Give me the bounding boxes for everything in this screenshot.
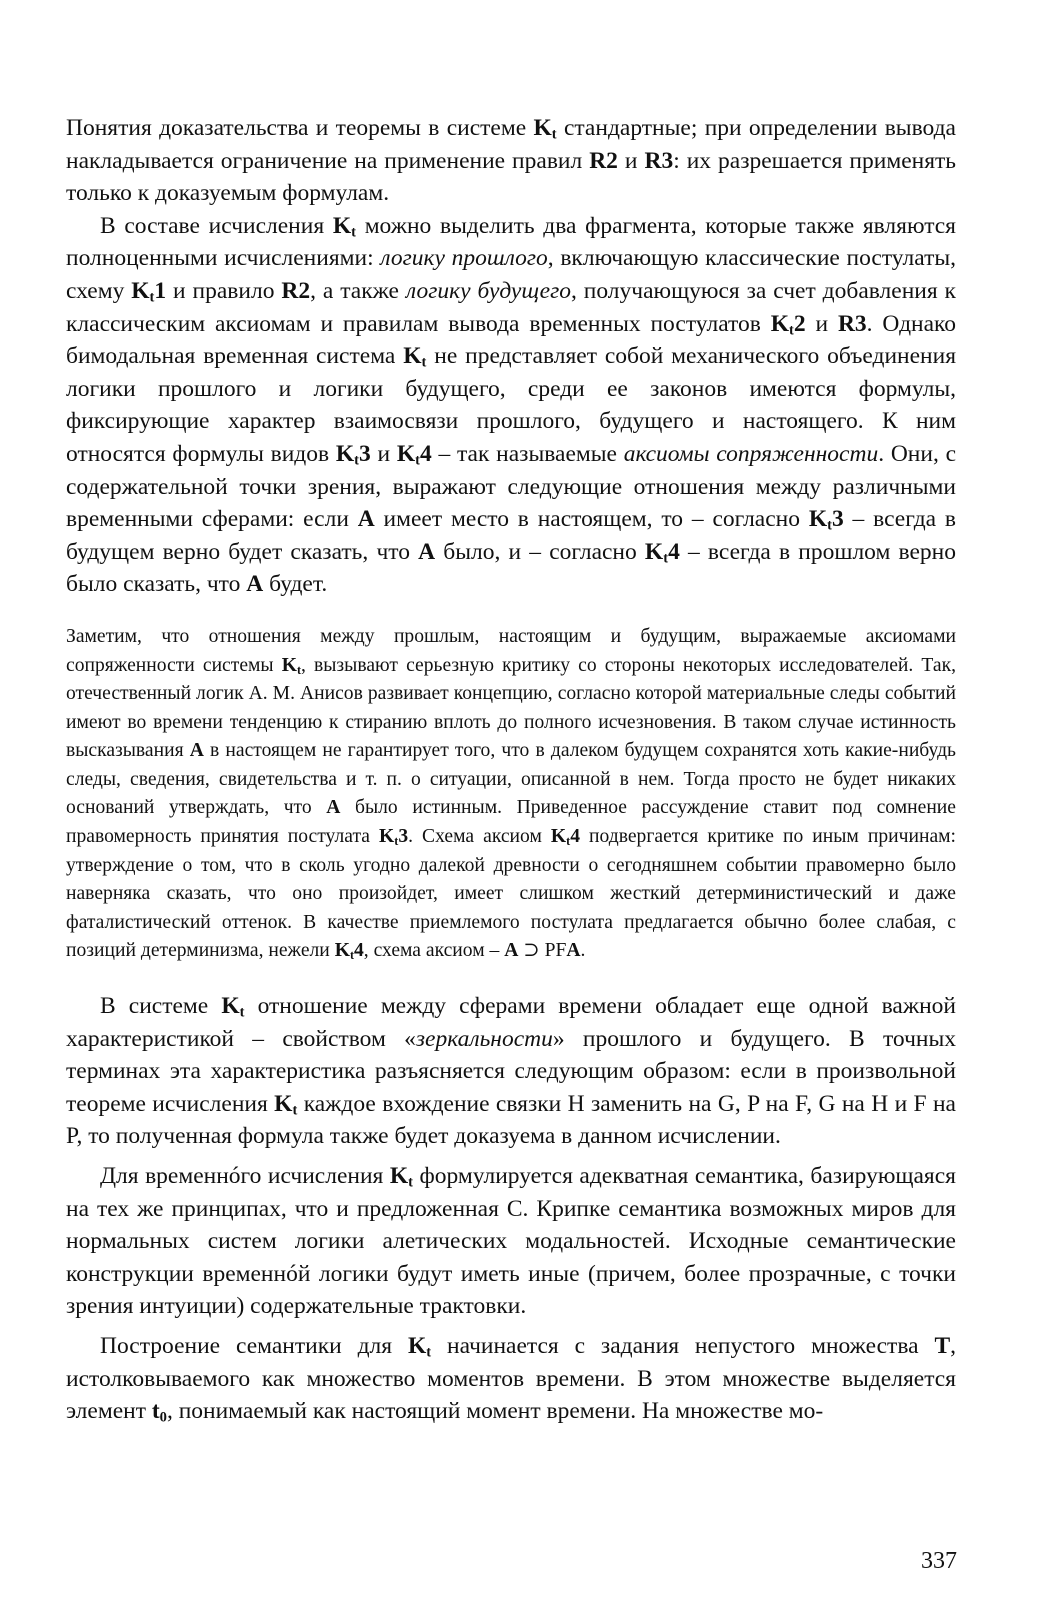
paragraph-5 <box>66 1330 956 1428</box>
paragraph-4 <box>66 1160 956 1323</box>
page-number: 337 <box>921 1548 957 1574</box>
p1-text: Понятия доказательства и теоремы в системе $K_t$ стандартные; при определении вывода накладывается ограничение на применение правил R2 и R3: их разрешается применять только к доказуемым формулам. <box>66 115 956 207</box>
paragraph-3 <box>66 990 956 1153</box>
p4-text: Для временнóго исчисления $K_t$ формулируется адекватная семантика, базирующаяся на тех же принципах, что и предложенная С. Крипке семантика возможных миров для нормальных систем логики алетических модальностей. Исходные семантические конструкции временнóй логики будут иметь иные (причем, более прозрачные, с точки зрения интуиции) содержательные трактовки. <box>66 1163 956 1320</box>
page-body <box>66 112 956 1428</box>
note-text: Заметим, что отношения между прошлым, настоящим и будущим, выражаемые аксиомами сопряженности системы $K_t$, вызывают серьезную критику со стороны некоторых исследователей. Так, отечественный логик А. М. Анисов развивает концепцию, согласно которой материальные следы событий имеют во времени тенденцию к стиранию вплоть до полного исчезновения. В таком случае истинность высказывания A в настоящем не гарантирует того, что в далеком будущем сохранятся хоть какие-нибудь следы, сведения, свидетельства и т. п. о ситуации, описанной в нем. Тогда просто не будет никаких оснований утверждать, что A было истинным. Приведенное рассуждение ставит под сомнение правомерность принятия постулата $K_t3$. Схема аксиом $K_t4$ подвергается критике по иным причинам: утверждение о том, что в сколь угодно далекой древности о сегодняшнем событии правомерно было наверняка сказать, что оно произойдет, имеет слишком жесткий детерминистический и даже фаталистический оттенок. В качестве приемлемого постулата предлагается обычно более слабая, с позиций детерминизма, нежели $K_t4$, схема аксиом – A ⊃ PFA. <box>66 625 956 963</box>
p5-text: Построение семантики для $K_t$ начинается с задания непустого множества T, истолковываемого как множество моментов времени. В этом множестве выделяется элемент $t_0$, понимаемый как настоящий момент времени. На множестве мо- <box>66 1332 956 1426</box>
note-paragraph <box>66 623 956 966</box>
p3-text: В системе $K_t$ отношение между сферами времени обладает еще одной важной характеристикой – свойством «зеркальности» прошлого и будущего. В точных терминах эта характеристика разъясняется следующим образом: если в произвольной теореме исчисления $K_t$ каждое вхождение связки H заменить на G, P на F, G на H и F на P, то полученная формула также будет доказуема в данном исчислении. <box>66 993 957 1150</box>
paragraph-1 <box>66 112 956 210</box>
paragraph-2 <box>66 210 956 601</box>
p2-text: В составе исчисления $K_t$ можно выделить два фрагмента, которые также являются полноценными исчислениями: логику прошлого, включающую классические постулаты, схему $K_t1$ и правило R2, а также логику будущего, получающуюся за счет добавления к классическим аксиомам и правилам вывода временных постулатов $K_t2$ и R3. Однако бимодальная временная система $K_t$ не представляет собой механического объединения логики прошлого и логики будущего, среди ее законов имеются формулы, фиксирующие характер взаимосвязи прошлого, будущего и настоящего. К ним относятся формулы видов $K_t3$ и $K_t4$ – так называемые аксиомы сопряженности. Они, с содержательной точки зрения, выражают следующие отношения между различными временными сферами: если A имеет место в настоящем, то – согласно $K_t3$ – всегда в будущем верно будет сказать, что A было, и – согласно $K_t4$ – всегда в прошлом верно было сказать, что A будет. <box>66 212 957 598</box>
